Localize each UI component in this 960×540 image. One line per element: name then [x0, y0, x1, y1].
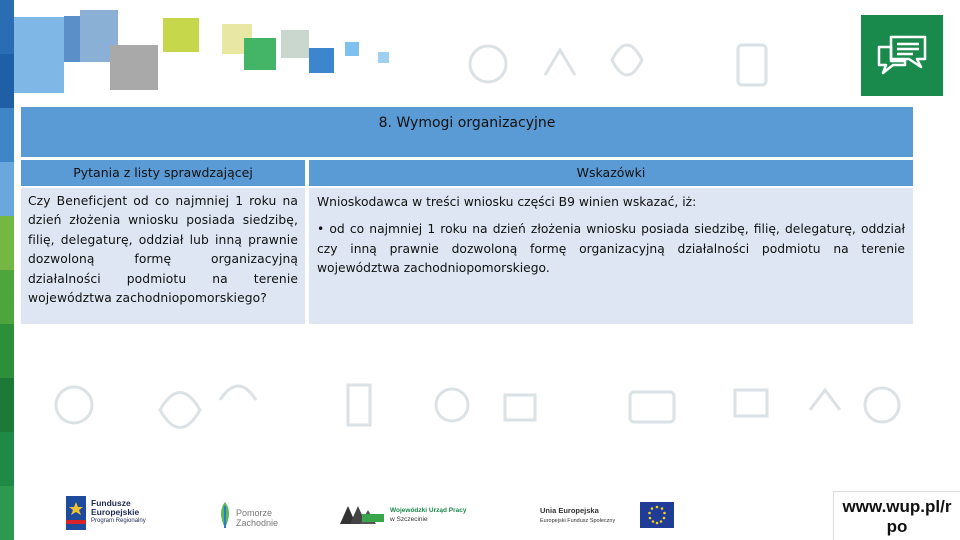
table-cell-question: [21, 188, 305, 324]
table-header-hints: Wskazówki: [309, 160, 913, 186]
logo-unia-europejska: [540, 502, 675, 532]
url-line1: www.wup.pl/r: [842, 497, 952, 516]
pomorze-line1: Pomorze: [236, 508, 273, 518]
logo-pomorze-zachodnie: [216, 500, 296, 532]
hint-bullet-text: • od co najmniej 1 roku na dzień złożenia wniosku posiada siedzibę, filię, delegaturę, oddział czy inną prawnie dozwoloną formę organizacyjną działalności podmiotu na terenie województwa zachodniopomorskiego.: [317, 222, 905, 276]
logo-wup-szczecin: [338, 500, 483, 530]
section-title-band: [21, 106, 913, 157]
question-text: Czy Beneficjent od co najmniej 1 roku na dzień złożenia wniosku posiada siedzibę, filię, delegaturę, oddział lub inną prawnie dozwoloną formę organizacyjną działalności podmiotu na terenie województwa zachodniopomorskiego?: [28, 194, 298, 306]
fe-line3: Program Regionalny: [91, 518, 146, 524]
chat-bubbles-icon: [875, 33, 929, 79]
wup-line1: Wojewódzki Urząd Pracy: [390, 507, 467, 514]
fe-line1: Fundusze: [91, 498, 131, 508]
fe-line2: Europejskie: [91, 507, 140, 517]
ue-line1: Unia Europejska: [540, 506, 599, 515]
section-title: 8. Wymogi organizacyjne: [378, 115, 556, 131]
hint-intro-text: Wnioskodawca w treści wniosku części B9 winien wskazać, iż:: [317, 195, 697, 209]
ue-line2: Europejski Fundusz Społeczny: [540, 518, 616, 524]
fe-star-icon: [66, 496, 86, 530]
website-url[interactable]: [833, 491, 960, 540]
table-cell-hint: [309, 188, 913, 324]
chat-icon-box: [861, 15, 943, 96]
wup-building-icon: [338, 500, 386, 528]
table-header-questions: Pytania z listy sprawdzającej: [21, 160, 305, 186]
pomorze-leaf-icon: [216, 500, 234, 530]
pomorze-line2: Zachodnie: [236, 518, 279, 528]
url-line2: po: [886, 517, 908, 536]
eu-flag-icon: [640, 502, 674, 528]
wup-line2: w Szczecinie: [390, 516, 428, 523]
logo-fundusze-europejskie: [66, 496, 166, 532]
